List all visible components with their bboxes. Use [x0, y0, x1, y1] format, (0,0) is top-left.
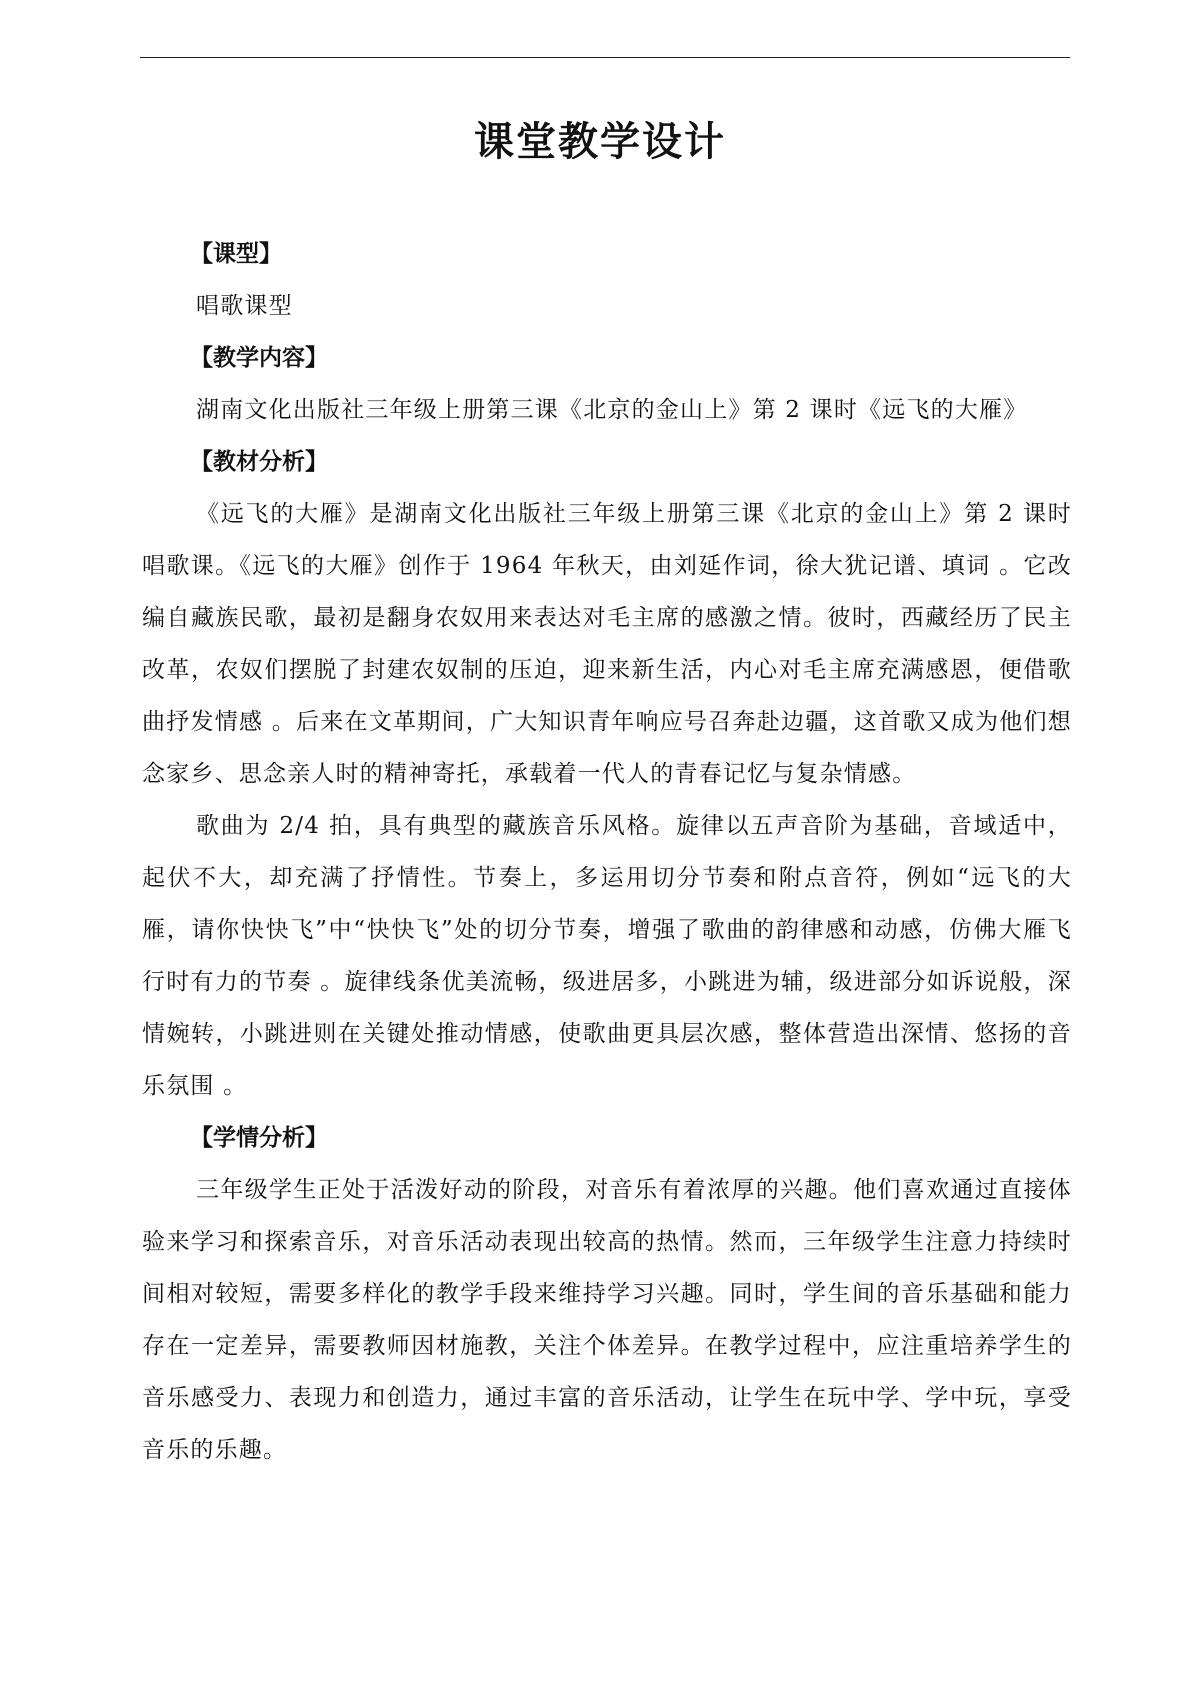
section-heading: 【学情分析】: [190, 1125, 328, 1151]
document-title: 课堂教学设计: [474, 119, 726, 165]
document-body: [142, 228, 1072, 1476]
section-heading: 【教材分析】: [190, 449, 328, 475]
paragraph: 唱歌课型: [196, 293, 293, 319]
section-heading: 【教学内容】: [190, 345, 328, 371]
header-rule: [140, 57, 1070, 58]
paragraph: 《远飞的大雁》是湖南文化出版社三年级上册第三课《北京的金山上》第 2 课时唱歌课。《远飞的大雁》创作于 1964 年秋天，由刘延作词，徐大犹记谱、填词 。它改编自藏族民歌，最初是翻身农奴用来表达对毛主席的感激之情。彼时，西藏经历了民主改革，农奴们摆脱了封建农奴制的压迫，迎来新生活，内心对毛主席充满感恩，便借歌曲抒发情感 。后来在文革期间，广大知识青年响应号召奔赴边疆，这首歌又成为他们想念家乡、思念亲人时的精神寄托，承载着一代人的青春记忆与复杂情感。: [142, 501, 1072, 787]
paragraph: 歌曲为 2/4 拍，具有典型的藏族音乐风格。旋律以五声音阶为基础，音域适中，起伏不大，却充满了抒情性。节奏上，多运用切分节奏和附点音符，例如“远飞的大雁，请你快快飞”中“快快飞”处的切分节奏，增强了歌曲的韵律感和动感，仿佛大雁飞行时有力的节奏 。旋律线条优美流畅，级进居多，小跳进为辅，级进部分如诉说般，深情婉转，小跳进则在关键处推动情感，使歌曲更具层次感，整体营造出深情、悠扬的音乐氛围 。: [142, 813, 1072, 1099]
paragraph: 湖南文化出版社三年级上册第三课《北京的金山上》第 2 课时《远飞的大雁》: [196, 397, 1028, 423]
section-course-type: [142, 228, 1072, 332]
section-heading: 【课型】: [190, 241, 282, 267]
section-textbook-analysis: [142, 436, 1072, 1112]
section-teaching-content: [142, 332, 1072, 436]
paragraph: 三年级学生正处于活泼好动的阶段，对音乐有着浓厚的兴趣。他们喜欢通过直接体验来学习和探索音乐，对音乐活动表现出较高的热情。然而，三年级学生注意力持续时间相对较短，需要多样化的教学手段来维持学习兴趣。同时，学生间的音乐基础和能力存在一定差异，需要教师因材施教，关注个体差异。在教学过程中，应注重培养学生的音乐感受力、表现力和创造力，通过丰富的音乐活动，让学生在玩中学、学中玩，享受音乐的乐趣。: [142, 1177, 1072, 1463]
section-student-analysis: [142, 1112, 1072, 1476]
